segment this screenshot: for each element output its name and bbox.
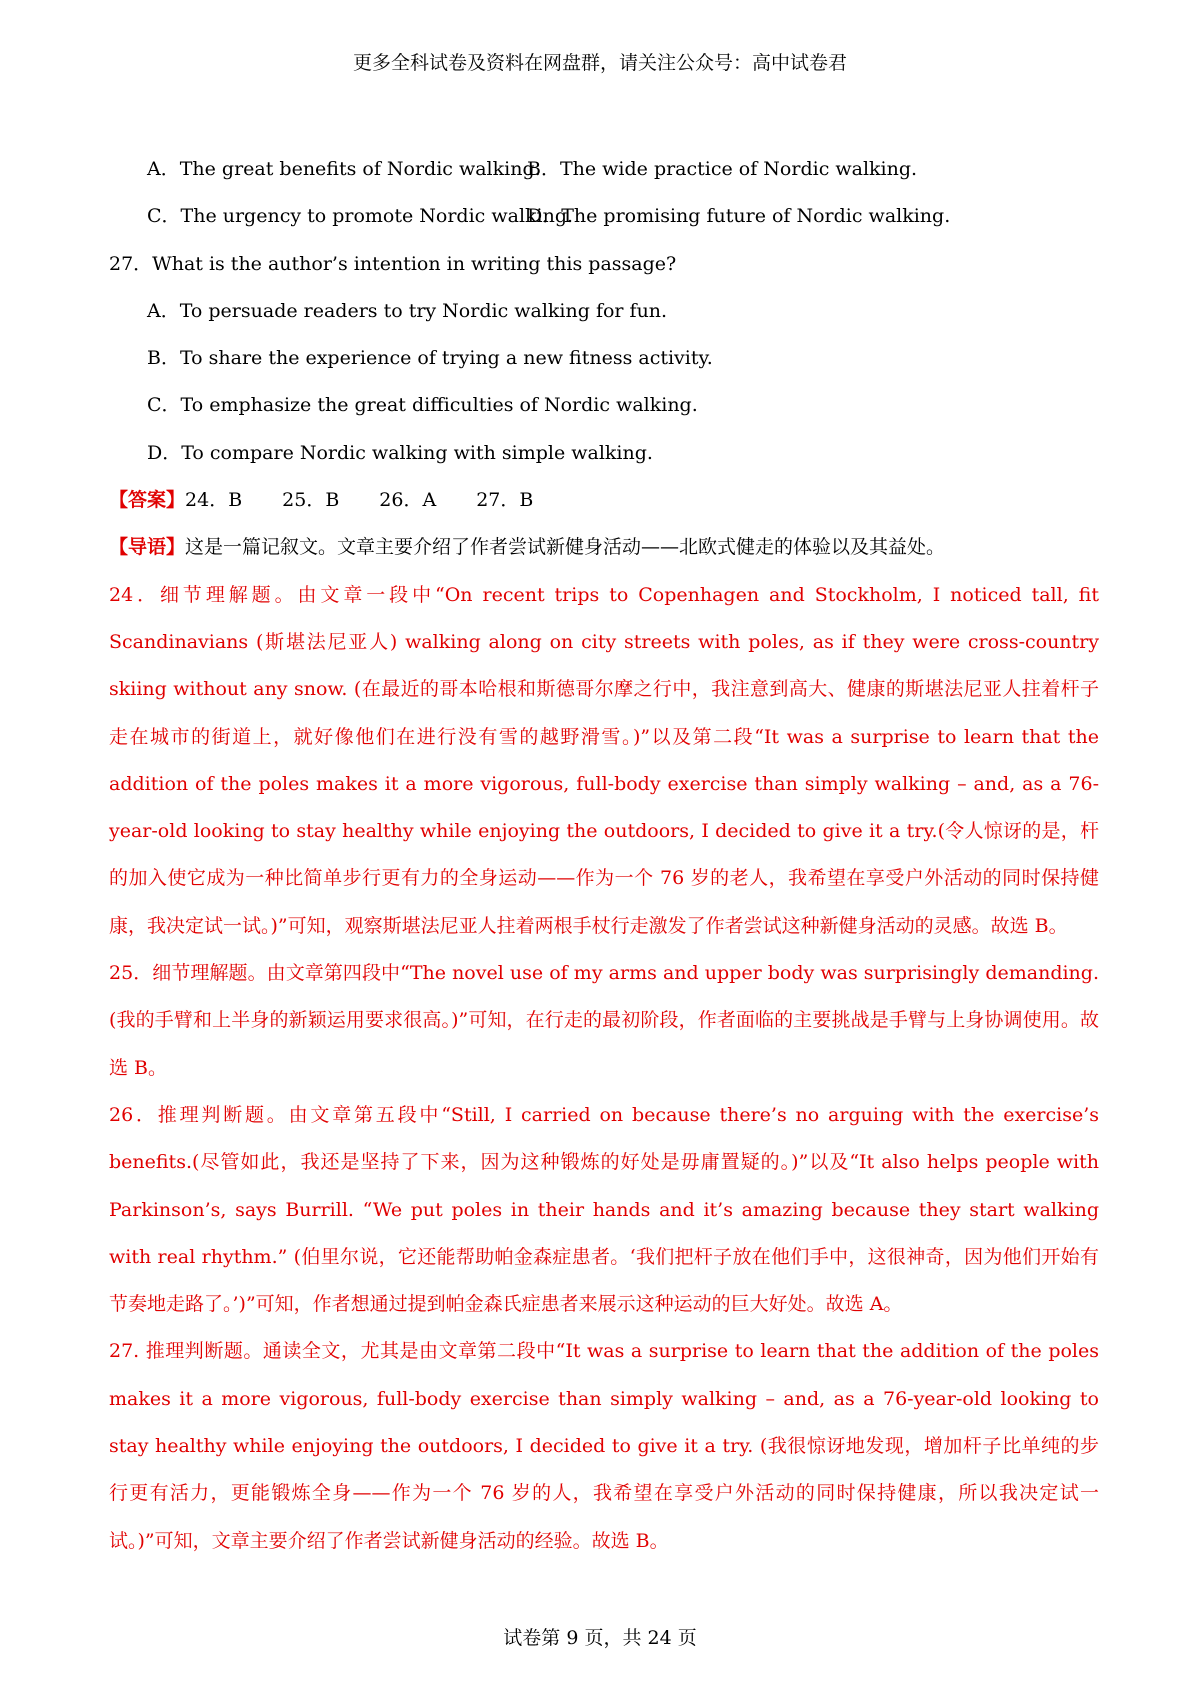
explanation-24: 24．细节理解题。由文章一段中“On recent trips to Copenhagen and Stockholm, I noticed tall, fit Scandinavians (斯堪法尼亚人) walking along on city streets with poles, as if they were cross-country skiing without any snow. (在最近的哥本哈根和斯德哥尔摩之行中，我注意到高大、健康的斯堪法尼亚人拄着杆子走在城市的街道上，就好像他们在进行没有雪的越野滑雪。)”以及第二段“It was a surprise to learn that the addition of the poles makes it a more vigorous, full-body exercise than simply walking – and, as a 76-year-old looking to stay healthy while enjoying the outdoors, I decided to give it a try.(令人惊讶的是，杆的加入使它成为一种比简单步行更有力的全身运动——作为一个 76 岁的老人，我希望在享受户外活动的同时保持健康，我决定试一试。)”可知，观察斯堪法尼亚人拄着两根手杖行走激发了作者尝试这种新健身活动的灵感。故选 B。	[109, 583, 1099, 937]
answer-label: 【答案】	[109, 489, 186, 512]
explanation-25: 25．细节理解题。由文章第四段中“The novel use of my arms and upper body was surprisingly demanding. (我的手臂和上半身的新颖运用要求很高。)”可知，在行走的最初阶段，作者面临的主要挑战是手臂与上身协调使用。故选 B。	[109, 962, 1099, 1079]
q27-stem: 27．What is the author’s intention in writing this passage?	[109, 252, 677, 275]
explanations	[109, 572, 1099, 1565]
answer-item: 27．B	[476, 489, 534, 512]
q26-options-row-1	[109, 146, 1099, 193]
q27-option-d: D．To compare Nordic walking with simple walking.	[147, 441, 653, 464]
answer-row	[109, 477, 1099, 524]
q26-option-b: B．The wide practice of Nordic walking.	[527, 158, 918, 180]
explanation-27: 27. 推理判断题。通读全文，尤其是由文章第二段中“It was a surprise to learn that the addition of the poles makes it a more vigorous, full-body exercise than simply walking – and, as a 76-year-old looking to stay healthy while enjoying the outdoors, I decided to give it a try. (我很惊讶地发现，增加杆子比单纯的步行更有活力，更能锻炼全身——作为一个 76 岁的人，我希望在享受户外活动的同时保持健康，所以我决定试一试。)”可知，文章主要介绍了作者尝试新健身活动的经验。故选 B。	[109, 1340, 1099, 1552]
q27-option-a: A．To persuade readers to try Nordic walking for fun.	[147, 299, 668, 322]
guide-row	[109, 524, 1099, 571]
page-footer: 试卷第 9 页，共 24 页	[503, 1627, 697, 1649]
q26-options-row-2	[109, 193, 1099, 240]
guide-text: 这是一篇记叙文。文章主要介绍了作者尝试新健身活动——北欧式健走的体验以及其益处。	[185, 536, 946, 559]
q26-option-a: A．The great benefits of Nordic walking.	[147, 158, 541, 180]
answer-item: 24．B	[185, 489, 243, 512]
q26-option-c: C．The urgency to promote Nordic walking.	[147, 205, 574, 228]
guide-label: 【导语】	[109, 536, 186, 559]
q27-option-c: C．To emphasize the great difficulties of Nordic walking.	[147, 394, 698, 417]
answer-item: 26．A	[379, 489, 437, 512]
explanation-26: 26．推理判断题。由文章第五段中“Still, I carried on because there’s no arguing with the exercise’s benefits.(尽管如此，我还是坚持了下来，因为这种锻炼的好处是毋庸置疑的。)”以及“It also helps people with Parkinson’s, says Burrill. “We put poles in their hands and it’s amazing because they start walking with real rhythm.” (伯里尔说，它还能帮助帕金森症患者。‘我们把杆子放在他们手中，这很神奇，因为他们开始有节奏地走路了。’)”可知，作者想通过提到帕金森氏症患者来展示这种运动的巨大好处。故选 A。	[109, 1103, 1099, 1316]
q26-option-d: D．The promising future of Nordic walking.	[527, 205, 951, 228]
q27-option-b: B．To share the experience of trying a new fitness activity.	[147, 347, 713, 370]
page-header: 更多全科试卷及资料在网盘群，请关注公众号：高中试卷君	[352, 52, 847, 74]
page-content	[109, 146, 1099, 1565]
answer-item: 25．B	[282, 489, 340, 512]
